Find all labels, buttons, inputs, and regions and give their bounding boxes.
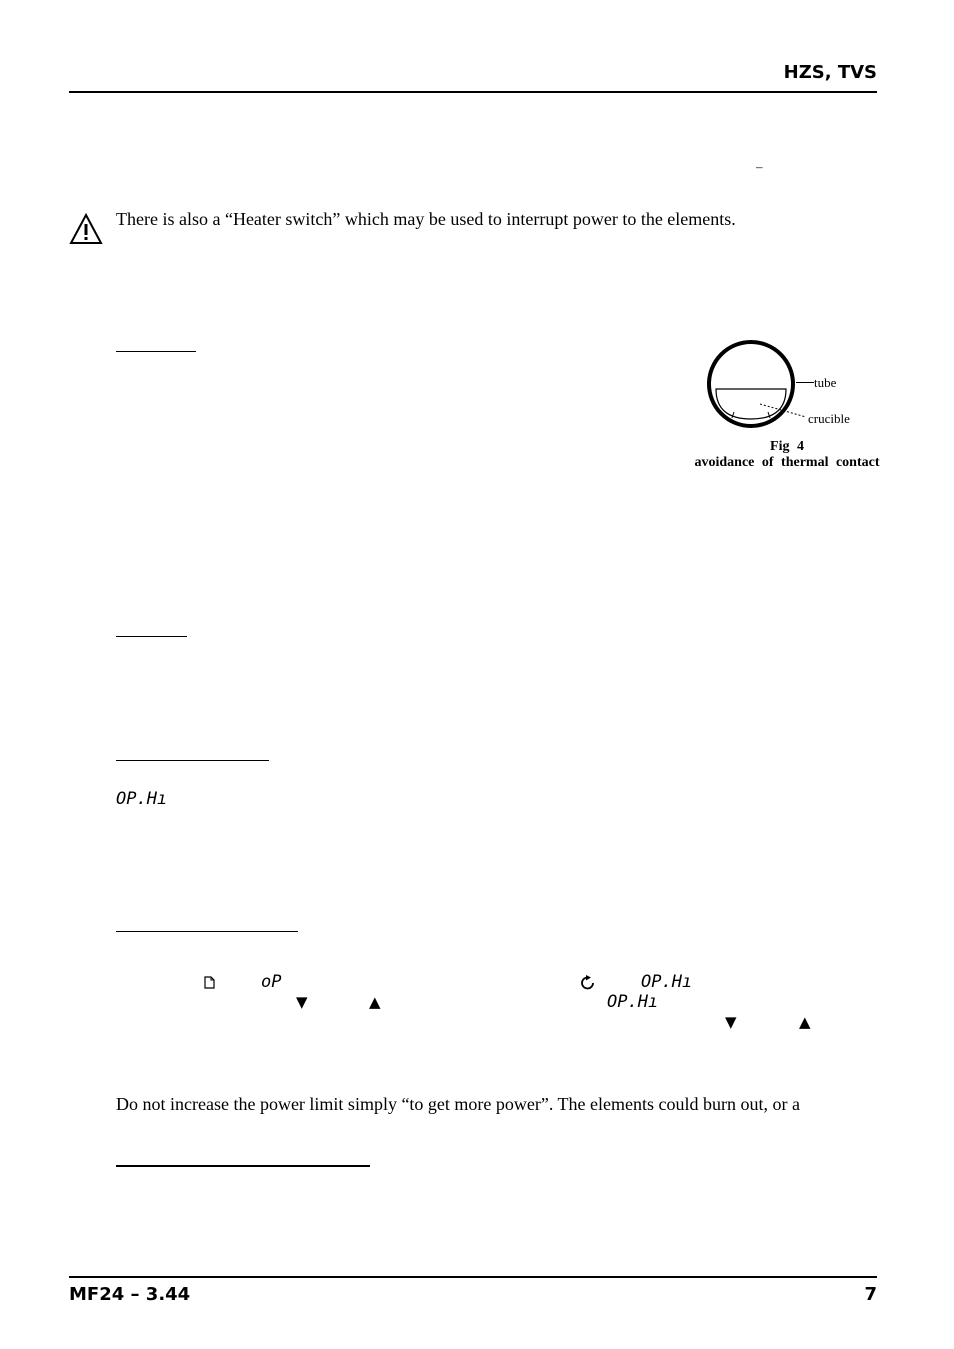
up-arrow-icon: ▲ [369, 993, 381, 1011]
header-title: HZS, TVS [783, 62, 877, 83]
up-arrow-icon: ▲ [799, 1013, 811, 1031]
oph-display-code: OP.Hı [641, 972, 693, 992]
section-heading-underline [116, 931, 298, 932]
section-heading-underline [116, 760, 269, 761]
figure-caption-number: Fig 4 [770, 439, 804, 454]
thermal-contact-figure [700, 336, 800, 436]
down-arrow-icon: ▼ [296, 993, 308, 1011]
oph-display-code: OP.Hı [116, 789, 168, 809]
oph-display-code: OP.Hı [607, 992, 659, 1012]
scroll-icon [580, 975, 596, 991]
down-arrow-icon: ▼ [725, 1013, 737, 1031]
footer-doc-id: MF24 – 3.44 [69, 1284, 191, 1305]
section-heading-underline [116, 636, 187, 637]
page-icon [204, 976, 215, 989]
warning-icon [69, 213, 103, 245]
crucible-label: crucible [808, 411, 850, 426]
warning-text: There is also a “Heater switch” which may be used to interrupt power to the elements. [116, 209, 736, 229]
section-heading-underline [116, 1165, 370, 1167]
op-display-code: oP [261, 972, 282, 992]
stray-mark: – [756, 159, 763, 174]
figure-caption-title: avoidance of thermal contact [694, 455, 880, 470]
header-rule [69, 91, 877, 93]
page-number: 7 [864, 1284, 877, 1305]
section-heading-underline [116, 351, 196, 352]
footer-rule [69, 1276, 877, 1278]
tube-leader-line [796, 382, 814, 383]
tube-label: tube [814, 375, 837, 390]
crucible-leader-line [760, 403, 808, 419]
power-limit-warning: Do not increase the power limit simply “to get more power”. The elements could burn out, or a [116, 1094, 800, 1114]
